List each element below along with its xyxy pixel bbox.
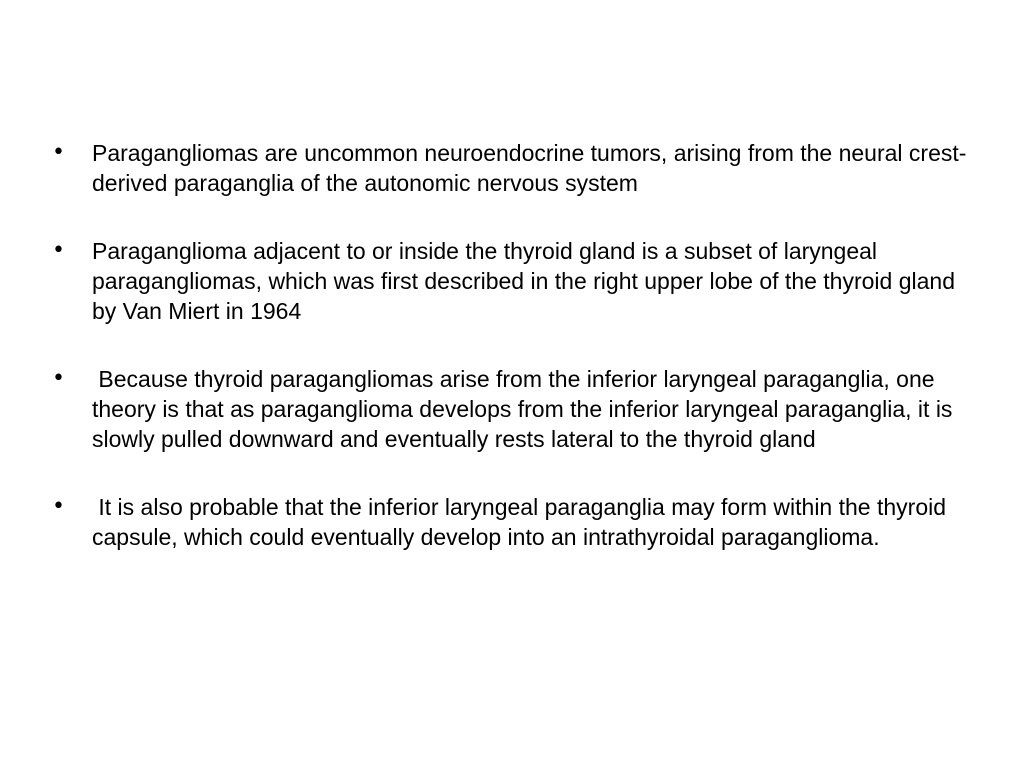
- bullet-text: It is also probable that the inferior laryngeal paraganglia may form within the thyroid capsule, which could eventually develop into an intrathyroidal paraganglioma.: [92, 494, 953, 550]
- bullet-item: [52, 236, 982, 326]
- bullet-text: Because thyroid paragangliomas arise from the inferior laryngeal paraganglia, one theory is that as paraganglioma develops from the inferior laryngeal paraganglia, it is slowly pulled downward and eventually rests lateral to the thyroid gland: [92, 366, 959, 452]
- bullet-text: Paraganglioma adjacent to or inside the thyroid gland is a subset of laryngeal paragangliomas, which was first described in the right upper lobe of the thyroid gland by Van Miert in 1964: [92, 238, 962, 324]
- bullet-icon: •: [52, 494, 65, 519]
- bullet-item: [52, 138, 982, 198]
- bullet-list: [52, 138, 982, 552]
- slide-body: [52, 138, 982, 552]
- bullet-item: [52, 492, 982, 552]
- bullet-icon: •: [52, 238, 65, 263]
- bullet-item: [52, 364, 982, 454]
- bullet-icon: •: [52, 366, 65, 391]
- bullet-text: Paragangliomas are uncommon neuroendocrine tumors, arising from the neural crest-derived paraganglia of the autonomic nervous system: [92, 140, 967, 196]
- bullet-icon: •: [52, 140, 65, 165]
